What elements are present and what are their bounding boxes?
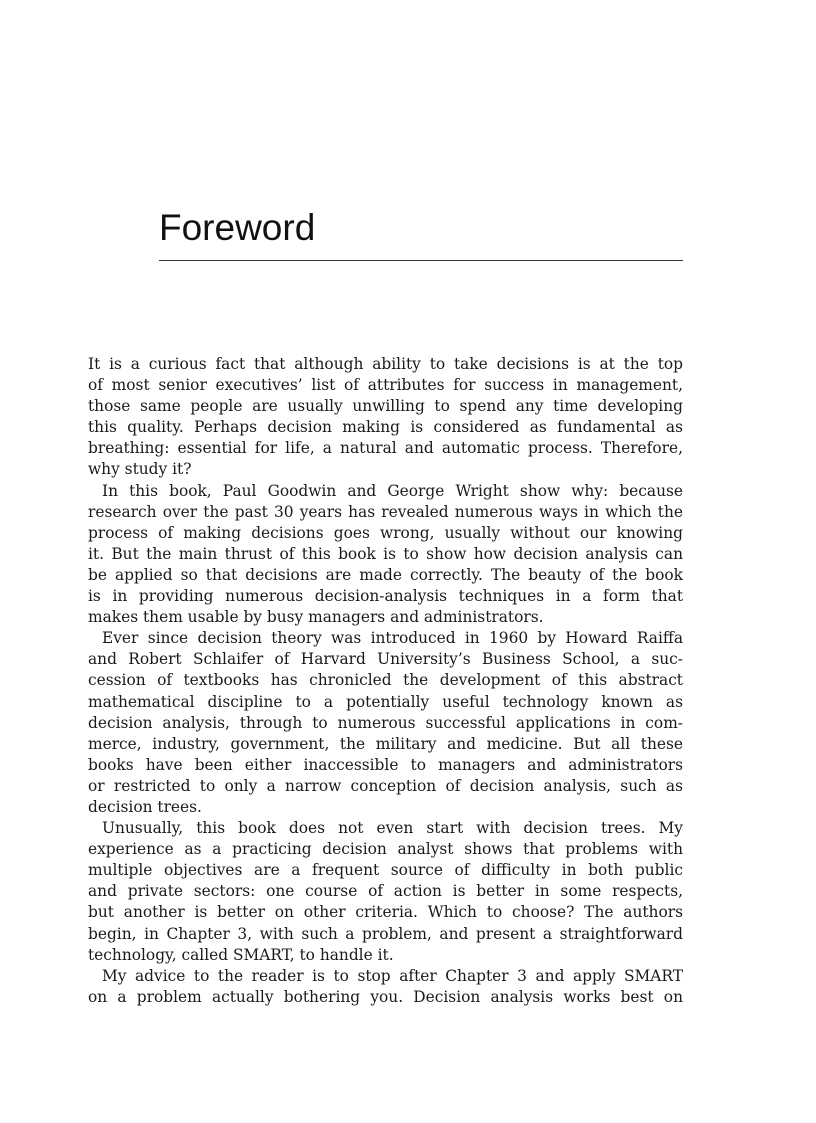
text-line: mathematical discipline to a potentially useful technology known as xyxy=(88,692,683,711)
text-line: process of making decisions goes wrong, usually without our knowing xyxy=(88,523,683,542)
text-line: but another is better on other criteria. Which to choose? The authors xyxy=(88,903,683,922)
text-line: In this book, Paul Goodwin and George Wright show why: because xyxy=(102,481,683,500)
text-line: books have been either inaccessible to managers and administrators xyxy=(88,755,683,774)
text-line: on a problem actually bothering you. Decision analysis works best on xyxy=(88,987,683,1006)
text-line: it. But the main thrust of this book is to show how decision analysis can xyxy=(88,544,683,563)
text-line: decision trees. xyxy=(88,797,202,816)
text-line: Ever since decision theory was introduced in 1960 by Howard Raiffa xyxy=(102,629,683,648)
text-line: makes them usable by busy managers and administrators. xyxy=(88,608,544,627)
chapter-title: Foreword xyxy=(159,207,316,248)
text-line: research over the past 30 years has revealed numerous ways in which the xyxy=(88,502,683,521)
text-line: why study it? xyxy=(88,460,192,479)
text-line: and private sectors: one course of action is better in some respects, xyxy=(88,882,683,901)
text-line: multiple objectives are a frequent source of difficulty in both public xyxy=(88,861,683,880)
text-line: is in providing numerous decision-analysis techniques in a form that xyxy=(88,587,683,606)
paragraph-3 xyxy=(88,628,683,818)
text-line: My advice to the reader is to stop after Chapter 3 and apply SMART xyxy=(102,966,683,985)
paragraph-2 xyxy=(88,481,683,629)
text-line: breathing: essential for life, a natural and automatic process. Therefore, xyxy=(88,439,683,458)
text-line: Unusually, this book does not even start with decision trees. My xyxy=(102,819,683,838)
paragraph-4 xyxy=(88,818,683,966)
text-line: cession of textbooks has chronicled the development of this abstract xyxy=(88,671,683,690)
text-line: of most senior executives’ list of attributes for success in management, xyxy=(88,376,683,395)
text-line: experience as a practicing decision analyst shows that problems with xyxy=(88,840,683,859)
text-line: this quality. Perhaps decision making is considered as fundamental as xyxy=(88,418,683,437)
text-line: those same people are usually unwilling to spend any time developing xyxy=(88,397,683,416)
text-line: and Robert Schlaifer of Harvard University’s Business School, a suc- xyxy=(88,650,683,669)
paragraph-1 xyxy=(88,354,683,481)
text-line: decision analysis, through to numerous successful applications in com- xyxy=(88,713,683,732)
text-line: begin, in Chapter 3, with such a problem, and present a straightforward xyxy=(88,924,683,943)
text-line: It is a curious fact that although ability to take decisions is at the top xyxy=(88,355,683,373)
paragraph-5 xyxy=(88,966,683,1008)
title-rule xyxy=(159,260,683,261)
text-line: or restricted to only a narrow conception of decision analysis, such as xyxy=(88,776,683,795)
body-text xyxy=(88,354,683,1008)
text-line: be applied so that decisions are made correctly. The beauty of the book xyxy=(88,565,683,584)
text-line: technology, called SMART, to handle it. xyxy=(88,945,394,964)
text-line: merce, industry, government, the military and medicine. But all these xyxy=(88,734,683,753)
